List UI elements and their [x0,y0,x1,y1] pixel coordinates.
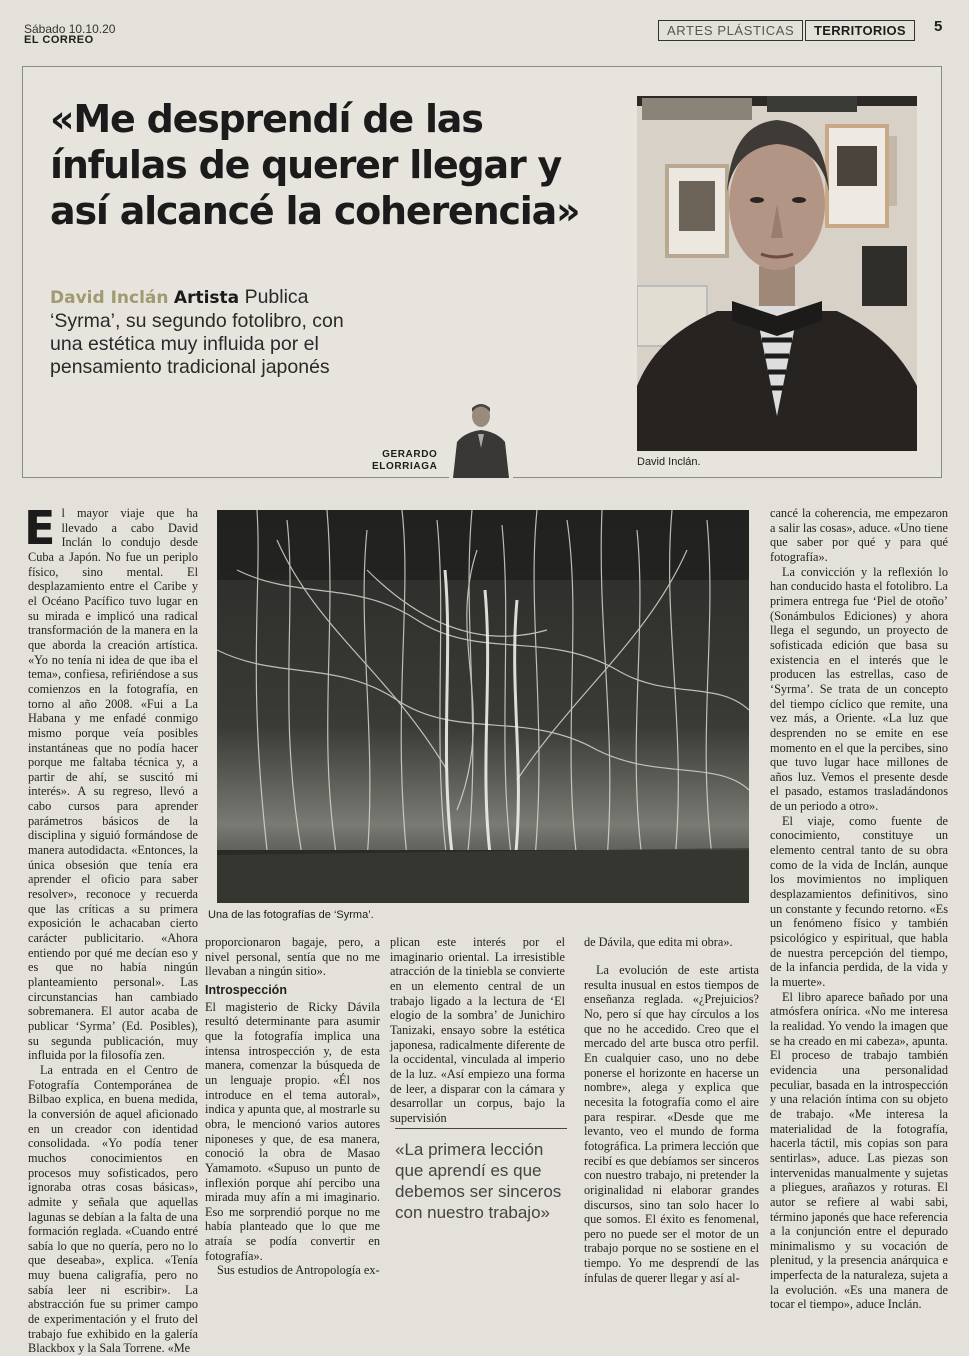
paragraph: Sus estudios de Antropología ex- [217,1263,380,1278]
portrait-caption: David Inclán. [637,456,701,468]
paragraph: El magisterio de Ricky Dávila resultó determinante para asumir que la fotografía implica una intensa introspección y, de esta manera, comenzar la búsqueda de un lenguaje propio. «Él nos introduce en el tema autoral», indica y apunta que, al mostrarle su obra, le mencionó varios autores niponeses y que, de esa manera, conoció la obra de Masao Yamamoto. «Supuso un punto de inflexión porque ahí percibo una mirada muy afín a mi imaginario. Eso me sorprendió porque no me había planteado que lo que me atraía se podía convertir en fotografía». [205,999,380,1263]
paragraph: El viaje, como fuente de conocimiento, constituye un elemento central tanto de su obra como de la vida de Inclán, aunque los movimientos no impliquen desplazamientos definitivos, sino un constante y fecundo retorno. «Es un fenómeno físico y también psicológico y espiritual, que habla de nuestra percepción del tiempo, de la infancia perdida, de la vida y la muerte». [770,813,948,989]
body-column-1 [24,501,198,1356]
article-subhead [50,286,380,379]
body-column-5 [770,506,948,1312]
body-column-4-top [584,935,759,950]
drop-cap: E [24,501,56,555]
paragraph: La evolución de este artista resulta inusual en estos tiempos de enseñanza reglada. «¿Prejuicios? No, pero sí que hay círculos a los que no he accedido. Creo que el mercado del arte busca otro perfil. En cualquier caso, uno no debe ponerse el horizonte en hacerse un nombre», alega y explica que necesita la fotografía como el aire para respirar. «Desde que me levanto, veo el mundo de forma fotográfica. La primera lección que recibí es que debíamos ser sinceros con nuestro trabajo, ni pretender la originalidad ni elaborar grandes discursos, sino tan solo hacer lo que somos. El éxito es fenomenal, pero no puede ser el motor de un trabajo porque no se sostiene en el tiempo. Yo me desprendí de las ínfulas de querer llegar y así al- [584,963,759,1285]
paragraph: La entrada en el Centro de Fotografía Contemporánea de Bilbao explica, en buena medida, la conversión de aquel aficionado en un creador con identidad consolidada. «Yo podía tener muchos conocimientos en procesos muy sofisticados, pero ignoraba otras cosas básicas», admite y señala que aquellas lagunas se debían a la falta de una formación reglada. «Cuando entré sabía lo que no quería, pero no lo que deseaba», explica. «Tenía muy buena caligrafía, pero no sabía leer ni escribir». La abstracción fue su primer campo de experimentación y el fruto del trabajo fue exhibido en la galería Blackbox y la Sala Torrene. «Me [28,1062,198,1356]
paragraph [24,501,198,1063]
subhead-text: Publica ‘Syrma’, su segundo fotolibro, con una estética muy influida por el pensamiento tradicional japonés [50,286,344,378]
author-first-name: GERARDO [382,449,438,460]
author-last-name: ELORRIAGA [372,461,438,472]
portrait-photo [637,96,917,451]
paragraph-text: l mayor viaje que ha llevado a cabo David Inclán lo condujo desde Cuba a Japón. No fue un periplo físico, sino mental. El desplazamiento entre el Caribe y el Océano Pacífico tuvo lugar en su mirada e implicó una radical transformación de la manera en la que aborda la creación artística. «Yo no tenía ni idea de que iba el tema», confiesa, refiriéndose a sus comienzos en la fotografía, en torno al año 2008. «Fui a La Habana y me enfadé conmigo mismo porque veía posibles instantáneas que no podía hacer porque me faltaba técnica y, a partir de ahí, se suscitó mi interés». A su regreso, llevó a cabo cursos para aprender parámetros básicos de la disciplina y siguió formándose de manera autodidacta. «Entonces, la única obsesión que tenía era aprender el oficio para saber resolver», reconoce y recuerda que las críticas a su primera exposición le achacaban cierto carácter publicitario. «Ahora entiendo por qué me decían eso y es que no había ningún planteamiento personal». Las circunstancias han cambiado sobremanera. El autor acaba de publicar ‘Syrma’ (Ed. Posibles), su segunda publicación, muy influida por la filosofía zen. [28,506,198,1063]
page-number: 5 [934,18,943,35]
author-photo [449,398,513,478]
body-column-4 [584,963,759,1285]
newspaper-name: EL CORREO [24,34,94,46]
main-photo-caption: Una de las fotografías de ‘Syrma’. [208,909,374,921]
paragraph: de Dávila, que edita mi obra». [584,935,733,949]
section-label-artes: ARTES PLÁSTICAS [658,20,803,41]
article-headline: «Me desprendí de las ínfulas de querer llegar y así alcancé la coherencia» [50,97,580,233]
paragraph: plican este interés por el imaginario oriental. La irresistible atracción de la tiniebla se convierte en un elemento central de un trabajo ligado a la lectura de ‘El elogio de la sombra’ de Junichiro Tanizaki, ensayo sobre la estética japonesa, radicalmente diferente de la occidental, vinculada al imperio de la luz. «Así empiezo una forma de leer, a disparar con la cámara y desarrollar un corpus, bajo la supervisión [390,935,565,1125]
paragraph: proporcionaron bagaje, pero, a nivel personal, sentía que no me llevaban a ningún sitio». [205,935,380,979]
section-subheading: Introspección [205,982,287,997]
author-byline [372,449,437,473]
paragraph: La convicción y la reflexión lo han conducido hasta el fotolibro. La primera entrega fue ‘Piel de otoño’ (Sonámbulos Ediciones) y ahora llega el segundo, un proyecto de sofisticada edición que basa su existencia en el interés que le producen las estrellas, caso de ‘Syrma’. Se trata de un concepto del tiempo cíclico que remite, una vez más, a Oriente. «La luz que desprenden no se emite en ese momento en el que la percibes, sino que tuvo lugar hace millones de años luz. Vemos el presente desde el pasado, estamos trasladándonos de un periodo a otro». [770,564,948,814]
body-column-3 [390,935,565,1126]
issue-date: Sábado 10.10.20 [24,22,116,36]
pull-quote: «La primera lección que aprendí es que debemos ser sinceros con nuestro trabajo» [395,1128,567,1223]
subject-role: Artista [173,288,240,308]
paragraph: cancé la coherencia, me empezaron a salir las cosas», aduce. «Uno tiene que saber por qué y para qué fotografía». [770,506,948,564]
paragraph: El libro aparece bañado por una atmósfera onírica. «No me interesa la realidad. Yo vendo la imagen que se ha creado en mi cabeza», apunta. El proceso de trabajo también evidencia una personalidad peculiar, basada en la introspección y una relación íntima con su objeto de trabajo. «Me interesa la materialidad de la fotografía, hacerla táctil, mis copias son para sentirlas», aduce. Las piezas son intervenidas manualmente y sujetas a pliegues, arañazos y roturas. El autor se refiere al wabi sabi, término japonés que hace referencia a la conjunción entre el depurado minimalismo y su vocación de plenitud, y la presencia anárquica e imperfecta de la naturaleza, sujeta a la evolución. «Es una manera de tocar el tiempo», aduce Inclán. [770,989,948,1312]
body-column-2 [205,935,380,1278]
subject-name: David Inclán [50,288,169,308]
section-label-territorios: TERRITORIOS [805,20,915,41]
main-forest-photo [217,510,749,903]
